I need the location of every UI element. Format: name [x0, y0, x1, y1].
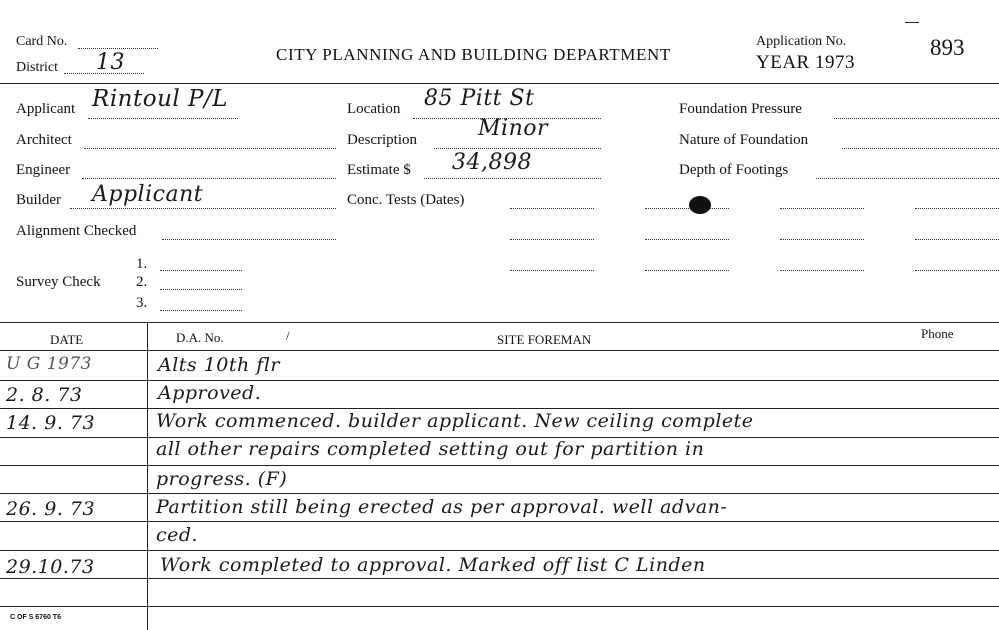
survey-line-2: [160, 289, 242, 290]
survey-label: Survey Check: [16, 274, 101, 290]
log-entry: Work commenced. builder applicant. New ceiling complete: [156, 410, 754, 432]
site-foreman-header: SITE FOREMAN: [497, 332, 592, 347]
log-entry: Partition still being erected as per approval. well advan-: [156, 496, 728, 518]
depth-footings-line: [816, 178, 999, 179]
row-rule: [0, 380, 999, 381]
row-rule: [0, 465, 999, 466]
conc-test-line: [780, 239, 864, 240]
year-label: YEAR 1973: [756, 52, 855, 73]
applicant-value: Rintoul P/L: [92, 86, 229, 112]
ink-blot: [689, 196, 711, 214]
survey-line-3: [160, 310, 242, 311]
log-entry: ced.: [156, 524, 199, 546]
conc-tests-label: Conc. Tests (Dates): [347, 192, 465, 208]
district-value: 13: [96, 50, 125, 75]
survey-item-1: 1.: [136, 256, 148, 272]
application-number: 893: [930, 35, 965, 60]
log-entry: Approved.: [158, 382, 262, 404]
log-date: 2. 8. 73: [6, 384, 83, 406]
description-line: [434, 148, 601, 149]
conc-test-line: [780, 208, 864, 209]
da-no-slash: /: [286, 328, 290, 343]
log-entry: all other repairs completed setting out for partition in: [156, 438, 705, 460]
conc-test-line: [645, 239, 729, 240]
form-code: C OF S 6760 T6: [10, 614, 61, 621]
card-no-line: [78, 48, 158, 49]
row-rule: [0, 350, 999, 351]
log-date: 29.10.73: [6, 556, 95, 578]
row-rule: [0, 493, 999, 494]
alignment-line: [162, 239, 336, 240]
conc-test-line: [510, 239, 594, 240]
applicant-line: [88, 118, 238, 119]
table-top-rule: [0, 322, 999, 323]
foundation-pressure-line: [834, 118, 999, 119]
log-entry: Work completed to approval. Marked off list C Linden: [160, 554, 706, 576]
architect-label: Architect: [16, 132, 72, 148]
engineer-line: [82, 178, 336, 179]
location-label: Location: [347, 101, 401, 117]
conc-test-line: [915, 270, 999, 271]
conc-test-line: [510, 208, 594, 209]
phone-header: Phone: [921, 326, 954, 341]
estimate-line: [424, 178, 601, 179]
conc-test-line: [915, 239, 999, 240]
conc-test-line: [645, 208, 729, 209]
card-no-label: Card No.: [16, 34, 68, 49]
applicant-label: Applicant: [16, 101, 76, 117]
row-rule: [0, 550, 999, 551]
builder-line: [70, 208, 336, 209]
location-value: 85 Pitt St: [424, 86, 535, 111]
architect-line: [84, 148, 336, 149]
estimate-label: Estimate $: [347, 162, 411, 178]
log-entry: Alts 10th flr: [158, 354, 281, 376]
department-title: CITY PLANNING AND BUILDING DEPARTMENT: [276, 45, 671, 64]
date-header: DATE: [50, 332, 84, 347]
conc-test-line: [510, 270, 594, 271]
log-date: 14. 9. 73: [6, 412, 96, 434]
survey-item-2: 2.: [136, 274, 148, 290]
nature-foundation-label: Nature of Foundation: [679, 132, 809, 148]
nature-foundation-line: [842, 148, 999, 149]
foundation-pressure-label: Foundation Pressure: [679, 101, 802, 117]
header-rule: [0, 83, 999, 84]
row-rule: [0, 408, 999, 409]
builder-value: Applicant: [92, 182, 204, 207]
corner-mark: [905, 22, 919, 23]
conc-test-line: [780, 270, 864, 271]
row-rule: [0, 578, 999, 579]
alignment-label: Alignment Checked: [16, 223, 137, 239]
application-no-label: Application No.: [756, 34, 847, 49]
log-date: 26. 9. 73: [6, 498, 96, 520]
row-rule: [0, 521, 999, 522]
log-entry: progress. (F): [156, 468, 288, 490]
log-date: U G 1973: [6, 354, 92, 374]
description-label: Description: [347, 132, 417, 148]
builder-label: Builder: [16, 192, 61, 208]
da-no-header: D.A. No.: [176, 330, 224, 345]
row-rule: [0, 606, 999, 607]
depth-footings-label: Depth of Footings: [679, 162, 789, 178]
description-value: Minor: [478, 116, 548, 141]
district-label: District: [16, 60, 58, 75]
conc-test-line: [645, 270, 729, 271]
date-column-divider: [147, 322, 148, 630]
estimate-value: 34,898: [452, 150, 532, 175]
engineer-label: Engineer: [16, 162, 71, 178]
conc-test-line: [915, 208, 999, 209]
survey-line-1: [160, 270, 242, 271]
survey-item-3: 3.: [136, 295, 148, 311]
